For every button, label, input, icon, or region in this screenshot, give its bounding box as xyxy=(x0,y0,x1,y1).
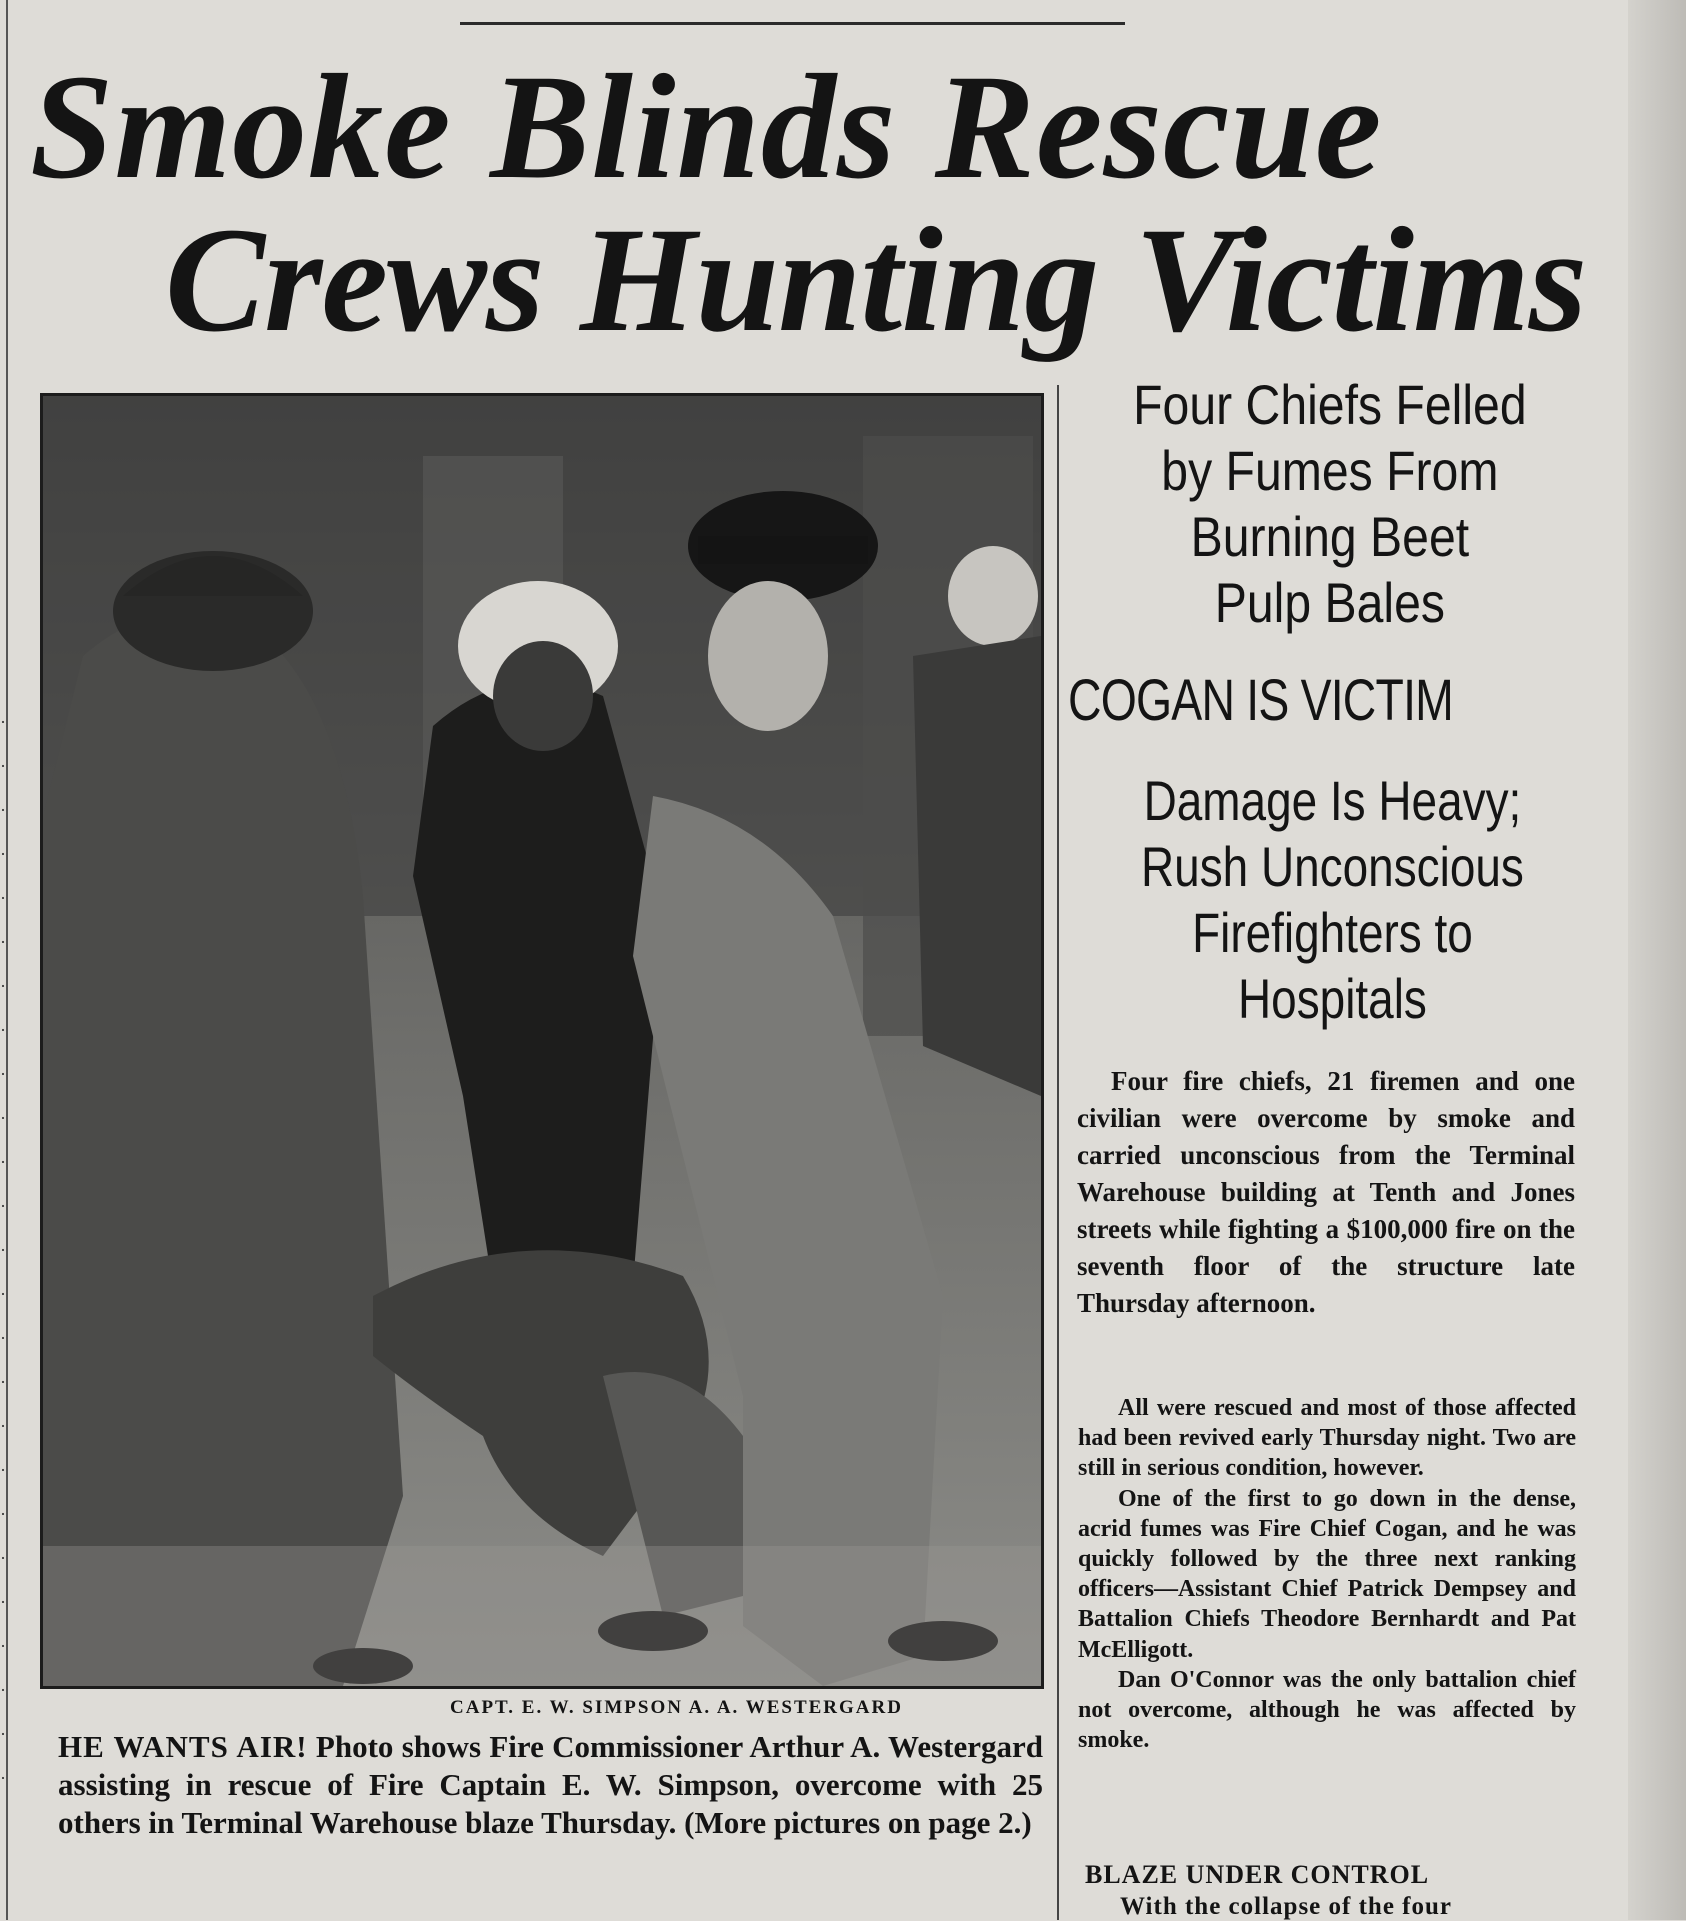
caption-text: Photo shows Fire Commissioner Arthur A. Westergard assisting in rescue of Fire Captain E. W. Simpson, overcome with 25 others in Terminal Warehouse blaze Thursday. (More pictures on page 2.) xyxy=(58,1729,1043,1840)
deck-line: Rush Unconscious xyxy=(1141,835,1524,898)
deck-head-3 xyxy=(1068,768,1597,1032)
margin-marks: · · · · · · · · · · · · · · · · · · · · · · · · · xyxy=(0,712,6,1788)
deck-line: Hospitals xyxy=(1238,967,1427,1030)
article-paragraph: Dan O'Connor was the only battalion chief not overcome, although he was affected by smoke. xyxy=(1078,1666,1576,1754)
deck-head-1 xyxy=(1065,372,1595,636)
column-rule xyxy=(1057,385,1059,1920)
headline-line-1: Smoke Blinds Rescue xyxy=(30,44,1383,210)
photo-caption xyxy=(58,1728,1043,1842)
deck-line: Burning Beet xyxy=(1190,505,1470,568)
article-paragraph: All were rescued and most of those affected had been revived early Thursday night. Two are still in serious condition, however. xyxy=(1078,1395,1576,1482)
deck-line: Firefighters to xyxy=(1192,901,1473,964)
deck-line: Pulp Bales xyxy=(1214,571,1445,634)
article-lead: Four fire chiefs, 21 firemen and one civilian were overcome by smoke and carried unconscious from the Terminal Warehouse building at Tenth and Jones streets while fighting a $100,000 fire on the seventh floor of the structure late Thursday afternoon. xyxy=(1077,1066,1575,1318)
article-body xyxy=(1078,1393,1576,1755)
page-shadow xyxy=(1628,0,1686,1920)
top-rule xyxy=(460,22,1125,25)
deck-line: Four Chiefs Felled xyxy=(1133,373,1527,436)
headline-line-2: Crews Hunting Victims xyxy=(165,197,1587,363)
deck-line: Damage Is Heavy; xyxy=(1143,769,1522,832)
caption-lead: HE WANTS AIR! xyxy=(58,1729,308,1764)
deck-head-2: COGAN IS VICTIM xyxy=(1068,668,1454,733)
article-paragraph: One of the first to go down in the dense, acrid fumes was Fire Chief Cogan, and he was quickly followed by the three next ranking officers—Assistant Chief Patrick Dempsey and Battalion Chiefs Theodore Bernhardt and Pat McElligott. xyxy=(1078,1485,1576,1663)
deck-line: by Fumes From xyxy=(1161,439,1499,502)
news-photo xyxy=(40,393,1044,1689)
photo-subject-names: CAPT. E. W. SIMPSON A. A. WESTERGARD xyxy=(450,1697,903,1718)
article-subhead: BLAZE UNDER CONTROL xyxy=(1085,1860,1430,1889)
article-continuation: With the collapse of the four xyxy=(1120,1893,1452,1920)
